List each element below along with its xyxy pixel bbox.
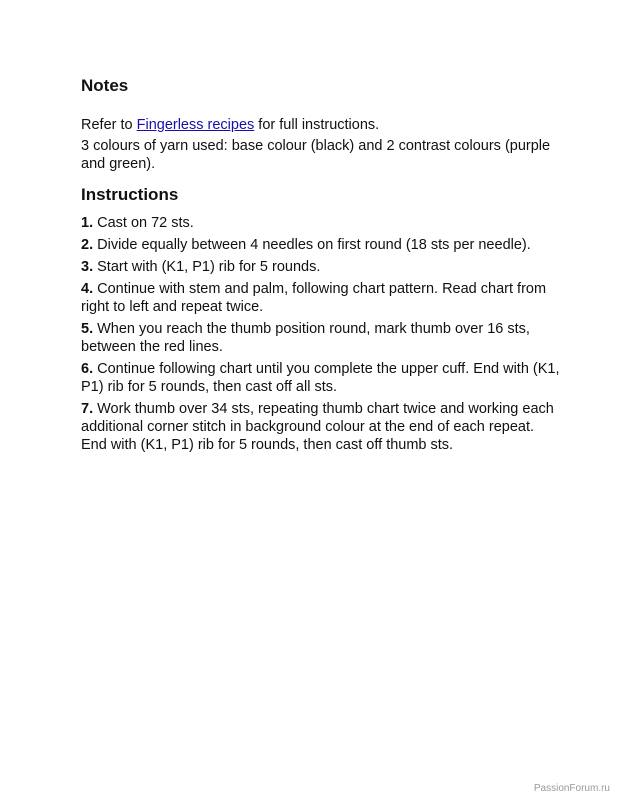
instruction-step [81,320,561,356]
step-text: Work thumb over 34 sts, repeating thumb chart twice and working each additional corner stitch in background colour at the end of each repeat. End with (K1, P1) rib for 5 rounds, then cast off thumb sts. [81,401,554,453]
step-text: Start with (K1, P1) rib for 5 rounds. [93,259,321,275]
step-text: Divide equally between 4 needles on first round (18 sts per needle). [93,237,531,253]
notes-line-colours: 3 colours of yarn used: base colour (black) and 2 contrast colours (purple and green). [81,138,551,172]
instruction-step [81,258,561,276]
instruction-step [81,360,561,396]
watermark: PassionForum.ru [533,783,610,794]
notes-refer-prefix: Refer to [81,117,137,133]
step-text: Continue with stem and palm, following chart pattern. Read chart from right to left and repeat twice. [81,281,547,315]
step-number: 6. [81,361,94,377]
step-text: Cast on 72 sts. [93,215,194,231]
document-page [81,76,561,458]
notes-heading: Notes [81,76,129,95]
step-text: When you reach the thumb position round, mark thumb over 16 sts, between the red lines. [81,321,530,355]
step-number: 5. [81,321,94,337]
step-text: Continue following chart until you complete the upper cuff. End with (K1, P1) rib for 5 rounds, then cast off all sts. [81,361,560,395]
fingerless-recipes-link[interactable]: Fingerless recipes [136,117,255,133]
instructions-heading: Instructions [81,185,179,204]
instruction-step [81,280,561,316]
step-number: 4. [81,281,94,297]
instruction-step [81,214,561,232]
instruction-step [81,236,561,254]
step-number: 1. [81,215,94,231]
instruction-step [81,400,561,454]
step-number: 7. [81,401,94,417]
step-number: 2. [81,237,94,253]
step-number: 3. [81,259,94,275]
notes-refer-suffix: for full instructions. [254,117,380,133]
notes-line-refer [81,116,561,134]
